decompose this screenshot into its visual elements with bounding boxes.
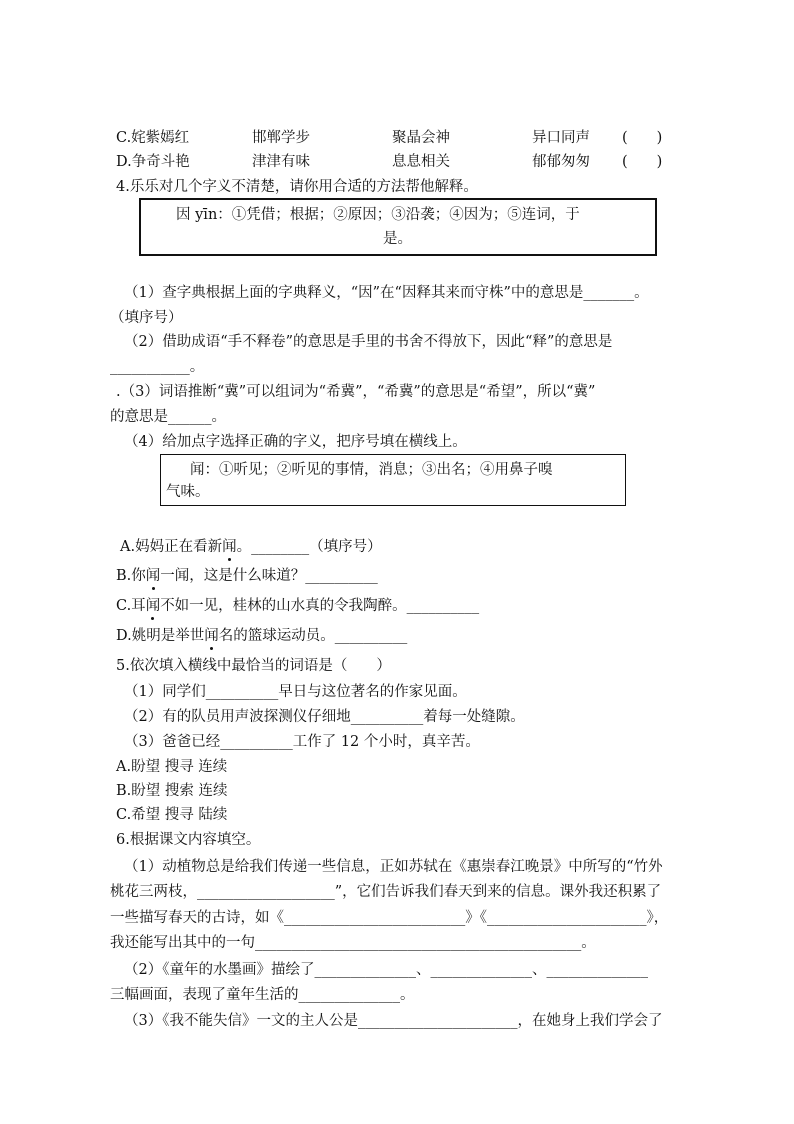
item-text: B.你 [116, 568, 146, 584]
dotted-char: 闻 [145, 598, 161, 614]
q4-part4: （4）给加点字选择正确的字义，把序号填在横线上。 [124, 434, 467, 450]
item-blank-text: 不如一见，桂林的山水真的令我陶醉。__________ [160, 598, 480, 614]
q6-part1-line4: 我还能写出其中的一句_____________________________________________。 [110, 935, 596, 951]
item-blank-text: 。________（填序号） [236, 539, 382, 555]
option-d-word2: 津津有味 [252, 154, 310, 170]
q4-item-a [120, 537, 382, 557]
q5-option-c: C.希望 搜寻 陆续 [116, 807, 228, 823]
dotted-char: 闻 [222, 539, 237, 555]
q4-item-c [116, 596, 479, 616]
q4-part2-line1: （2）借助成语“手不释卷”的意思是手里的书舍不得放下，因此“释”的意思是 [124, 334, 613, 350]
item-blank-text: 一闻，这是什么味道？__________ [160, 568, 378, 584]
q4-item-b [116, 566, 378, 586]
q4-part1-line1: （1）查字典根据上面的字典释义，“因”在“因释其来而守株”中的意思是_______。 [124, 285, 649, 301]
option-c-answer-paren[interactable]: ( ) [622, 130, 663, 146]
option-d-label: D.争奇斗艳 [116, 154, 190, 170]
option-c-word4: 异口同声 [532, 130, 590, 146]
dictionary-wen-line1: 闻：①听见；②听见的事情，消息；③出名；④用鼻子嗅 [190, 462, 553, 478]
q4-part3-line1: .（3）词语推断“冀”可以组词为“希冀”，“希冀”的意思是“希望”，所以“冀” [116, 384, 596, 400]
item-text: C.耳 [116, 598, 146, 614]
dictionary-yin-line2: 是。 [383, 231, 412, 247]
option-d-word4: 郁郁匆匆 [532, 154, 590, 170]
item-text: D.姚明是举世 [116, 628, 205, 644]
option-c-word2: 邯郸学步 [252, 130, 310, 146]
q6-part1-line1: （1）动植物总是给我们传递一些信息，正如苏轼在《惠崇春江晚景》中所写的“竹外 [124, 859, 663, 875]
option-c-word3: 聚晶会神 [392, 130, 450, 146]
item-blank-text: 名的篮球运动员。__________ [218, 628, 408, 644]
q4-part3-line2: 的意思是______。 [110, 409, 226, 425]
option-c-label: C.姹紫嫣红 [116, 130, 190, 146]
item-text: A.妈妈正在看新 [120, 539, 223, 555]
dotted-char: 闻 [204, 628, 219, 644]
dotted-char: 闻 [145, 568, 161, 584]
option-d-answer-paren[interactable]: ( ) [622, 154, 663, 170]
q5-option-b: B.盼望 搜索 连续 [116, 783, 228, 799]
q5-option-a: A.盼望 搜寻 连续 [116, 759, 228, 775]
q6-part3-line1: （3）《我不能失信》一文的主人公是______________________，在她身上我们学会了 [124, 1013, 663, 1029]
q6-part2-line2: 三幅画面，表现了童年生活的______________。 [110, 987, 415, 1003]
q5-stem: 5.依次填入横线中最恰当的词语是（ ） [116, 658, 391, 674]
q5-sentence1: （1）同学们__________早日与这位著名的作家见面。 [124, 684, 467, 700]
q4-stem: 4.乐乐对几个字义不清楚，请你用合适的方法帮他解释。 [116, 179, 478, 195]
q4-item-d [116, 626, 407, 646]
q6-part1-line2: 桃花三两枝，___________________”，它们告诉我们春天到来的信息。课外我还积累了 [110, 884, 662, 900]
dictionary-wen-line2: 气味。 [166, 484, 210, 500]
q6-part1-line3: 一些描写春天的古诗，如《_________________________》《______________________》， [110, 910, 669, 926]
dictionary-yin-line1: 因 yīn：①凭借；根据；②原因；③沿袭；④因为；⑤连词，于 [176, 207, 580, 223]
q5-sentence3: （3）爸爸已经__________工作了 12 个小时，真辛苦。 [124, 734, 480, 750]
q4-part1-line2: （填序号） [110, 310, 183, 326]
q6-stem: 6.根据课文内容填空。 [116, 832, 261, 848]
q5-sentence2: （2）有的队员用声波探测仪仔细地__________着每一处缝隙。 [124, 709, 525, 725]
q6-part2-line1: （2）《童年的水墨画》描绘了______________、______________、______________ [124, 962, 648, 978]
q4-part2-line2: ___________。 [110, 359, 205, 375]
option-d-word3: 息息相关 [392, 154, 450, 170]
